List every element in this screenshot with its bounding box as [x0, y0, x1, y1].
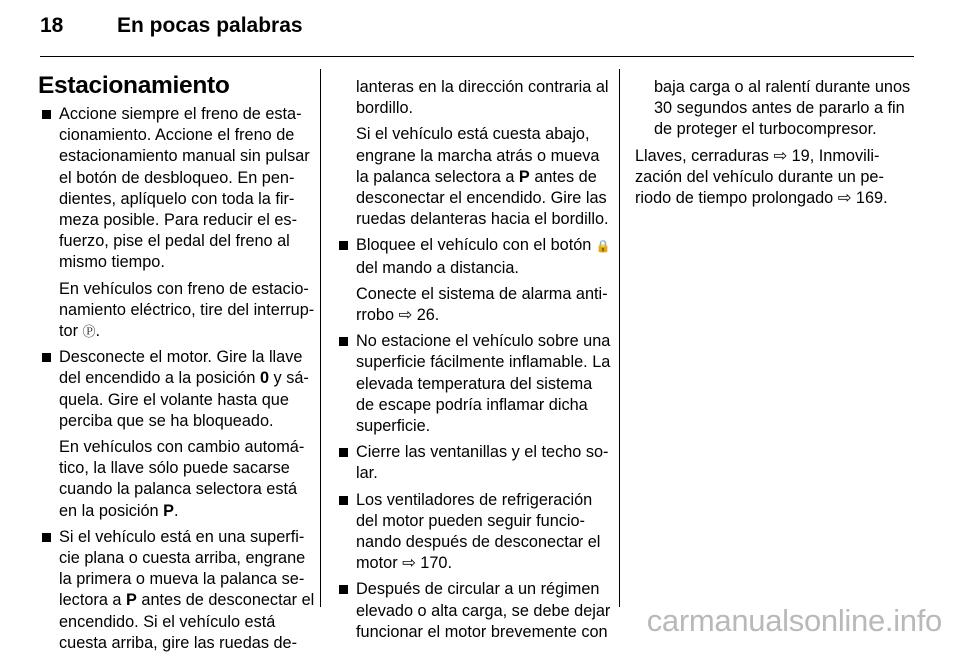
paragraph-turbo-continued: baja carga o al ralentí durante unos 30 segundos antes de pararlo a fin de proteger el turbocompresor.	[654, 78, 911, 139]
bullet-windows: Cierre las ventanillas y el techo so- lar.	[337, 442, 609, 484]
section-title: Estacionamiento	[38, 72, 230, 99]
bullet-parking-brake: Accione siempre el freno de esta- cionamiento. Accione el freno de estacionamiento manual sin pulsar el botón de desbloqueo. En pen- dientes, aplíquelo con toda la fir- meza posible. Para reducir el es- fuerzo, pise el pedal del freno al mismo tiempo.	[40, 104, 312, 274]
column-divider-1	[320, 69, 321, 607]
parking-brake-switch-icon: Ⓟ	[82, 324, 96, 340]
column-divider-2	[619, 69, 620, 607]
paragraph-cross-references: Llaves, cerraduras ⇨ 19, Inmovili- zación del vehículo durante un pe- riodo de tiempo prolongado ⇨ 169.	[635, 146, 888, 208]
paragraph-downhill: Si el vehículo está cuesta abajo, engrane la marcha atrás o mueva la palanca selectora a P antes de desconectar el encendido. Gire las ruedas delanteras hacia el bordillo.	[356, 125, 609, 229]
column-3	[635, 77, 915, 209]
paragraph-automatic: En vehículos con cambio automá- tico, la llave sólo puede sacarse cuando la palanca selectora está en la posición P.	[59, 438, 305, 520]
page-number: 18	[40, 14, 64, 37]
header-rule	[40, 56, 914, 57]
bullet-engine-off: Desconecte el motor. Gire la llave del encendido a la posición 0 y sá- quela. Gire el volante hasta que perciba que se ha bloqueado.	[40, 347, 312, 432]
bullet-flammable: No estacione el vehículo sobre una superficie fácilmente inflamable. La elevada temperatura del sistema de escape podría inflamar dicha superficie.	[337, 331, 609, 437]
watermark: carmanualsonline.info	[646, 603, 942, 638]
running-title: En pocas palabras	[117, 14, 303, 37]
paragraph-alarm: Conecte el sistema de alarma anti- rrobo ⇨ 26.	[356, 284, 608, 325]
bullet-fans: Los ventiladores de refrigeración del motor pueden seguir funcio- nando después de desconectar el motor ⇨ 170.	[337, 490, 609, 575]
paragraph-continued: lanteras en la dirección contraria al bordillo.	[356, 78, 609, 118]
paragraph-electric-brake: En vehículos con freno de estacio- namiento eléctrico, tire del interrup- tor Ⓟ.	[59, 279, 315, 341]
bullet-lock: Bloquee el vehículo con el botón 🔒 del mando a distancia.	[337, 235, 609, 278]
bullet-turbo: Después de circular a un régimen elevado o alta carga, se debe dejar funcionar el motor brevemente con	[337, 579, 609, 643]
bullet-slope: Si el vehículo está en una superfi- cie plana o cuesta arriba, engrane la primera o mueva la palanca se- lectora a P antes de desconectar el encendido. Si el vehículo está cuesta arriba, gire las ruedas de-	[40, 527, 312, 654]
column-1	[38, 70, 315, 654]
column-2	[337, 77, 609, 643]
lock-icon: 🔒	[595, 239, 611, 254]
